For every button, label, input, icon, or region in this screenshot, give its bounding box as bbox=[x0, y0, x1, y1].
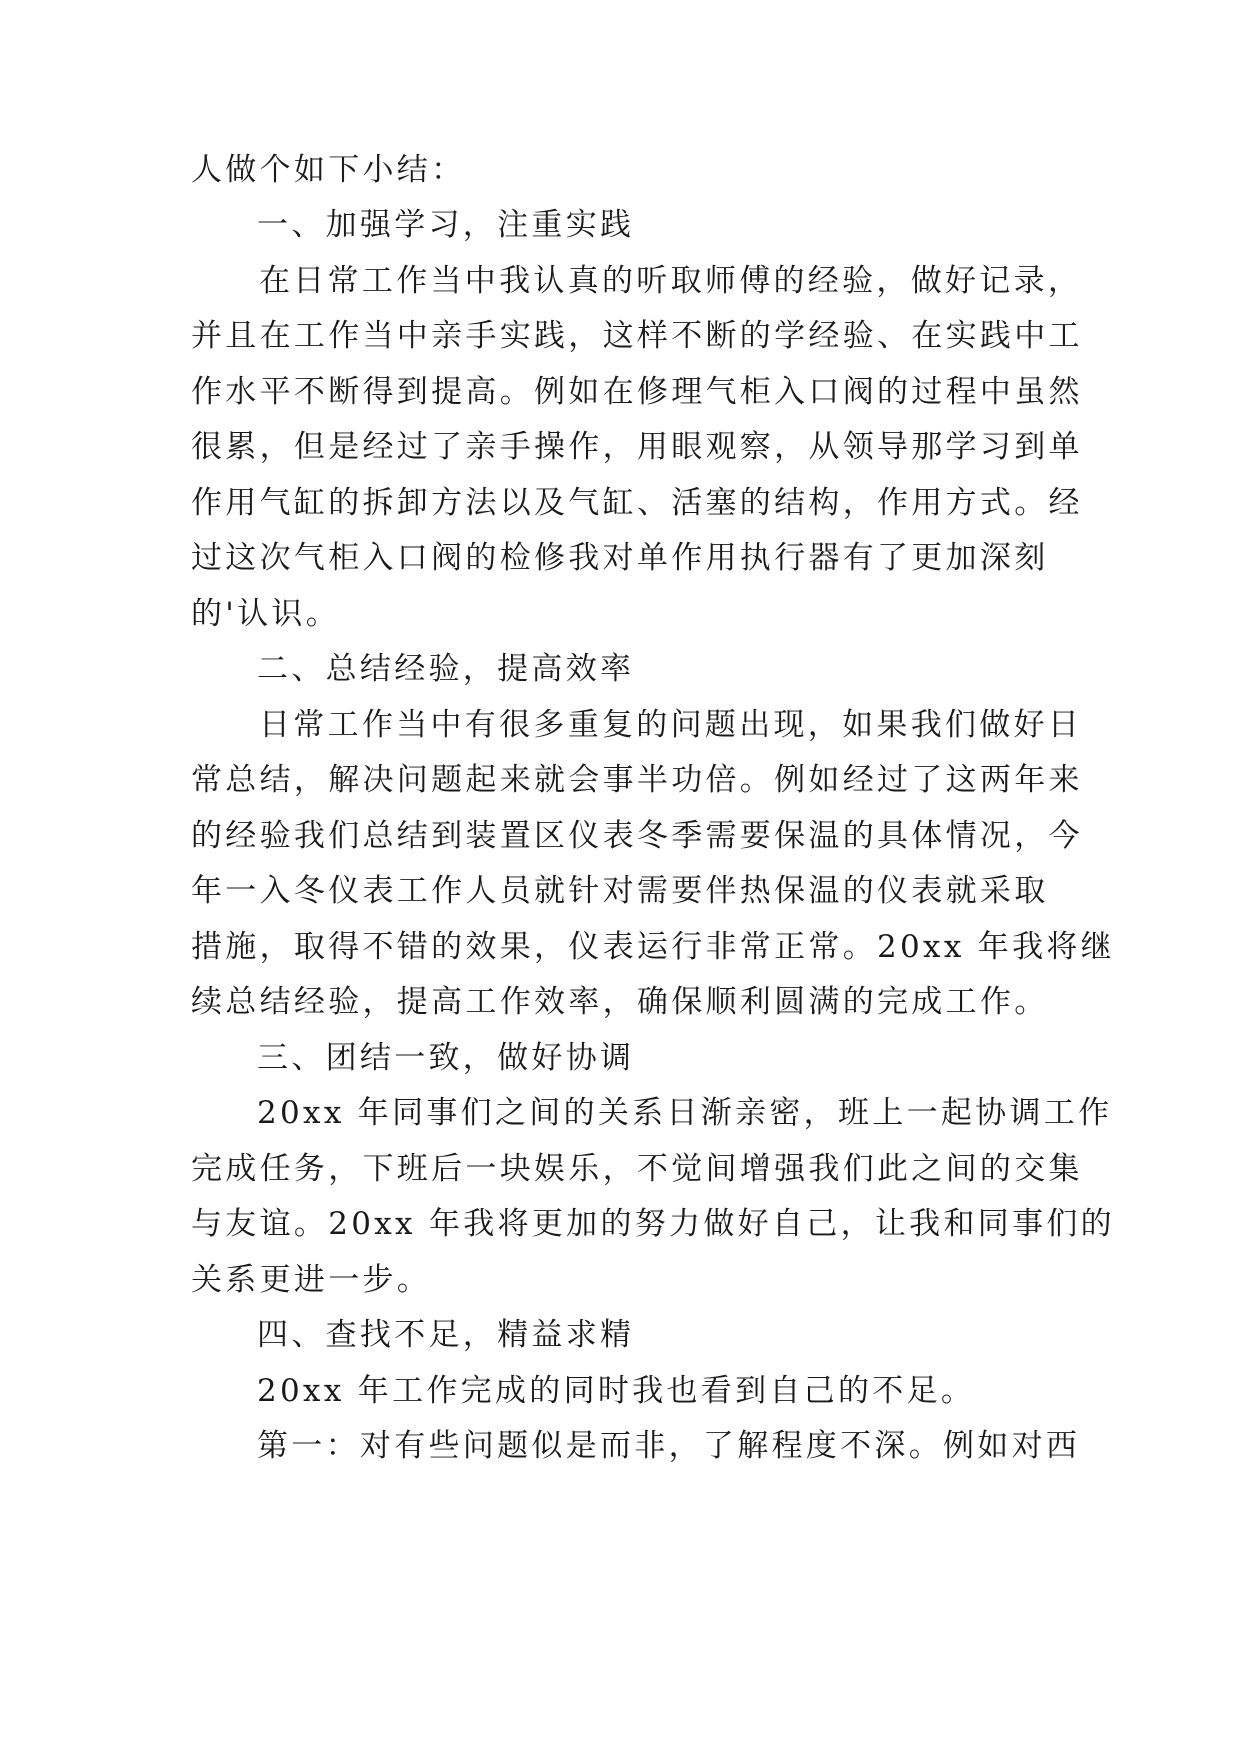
text-line: 作水平不断得到提高。例如在修理气柜入口阀的过程中虽然 bbox=[191, 374, 1083, 410]
text-line: 很累，但是经过了亲手操作，用眼观察，从领导那学习到单 bbox=[191, 429, 1083, 465]
text-line: 关系更进一步。 bbox=[191, 1262, 432, 1298]
section-heading: 四、查找不足，精益求精 bbox=[257, 1317, 635, 1353]
section-heading: 一、加强学习，注重实践 bbox=[257, 207, 635, 243]
text-line: 作用气缸的拆卸方法以及气缸、活塞的结构，作用方式。经 bbox=[191, 485, 1083, 521]
text-line: 完成任务，下班后一块娱乐，不觉间增强我们此之间的交集 bbox=[191, 1151, 1083, 1187]
text-line: 人做个如下小结： bbox=[191, 152, 466, 188]
text-line: 过这次气柜入口阀的检修我对单作用执行器有了更加深刻 bbox=[191, 540, 1049, 576]
text-line: 第一：对有些问题似是而非，了解程度不深。例如对西 bbox=[257, 1428, 1081, 1464]
text-line: 与友谊。20xx 年我将更加的努力做好自己，让我和同事们的 bbox=[191, 1206, 1115, 1242]
text-line: 在日常工作当中我认真的听取师傅的经验，做好记录， bbox=[259, 263, 1083, 299]
text-line: 年一入冬仪表工作人员就针对需要伴热保温的仪表就采取 bbox=[191, 873, 1049, 909]
text-line: 的'认识。 bbox=[191, 596, 341, 632]
text-line: 日常工作当中有很多重复的问题出现，如果我们做好日 bbox=[259, 707, 1083, 743]
text-line: 20xx 年同事们之间的关系日渐亲密，班上一起协调工作 bbox=[257, 1095, 1113, 1131]
section-heading: 三、团结一致，做好协调 bbox=[257, 1040, 635, 1076]
text-line: 措施，取得不错的效果，仪表运行非常正常。20xx 年我将继 bbox=[191, 929, 1115, 965]
text-line: 20xx 年工作完成的同时我也看到自己的不足。 bbox=[257, 1373, 976, 1409]
text-line: 续总结经验，提高工作效率，确保顺利圆满的完成工作。 bbox=[191, 984, 1049, 1020]
text-line: 并且在工作当中亲手实践，这样不断的学经验、在实践中工 bbox=[191, 318, 1083, 354]
text-line: 的经验我们总结到装置区仪表冬季需要保温的具体情况，今 bbox=[191, 818, 1083, 854]
section-heading: 二、总结经验，提高效率 bbox=[257, 651, 635, 687]
text-line: 常总结，解决问题起来就会事半功倍。例如经过了这两年来 bbox=[191, 762, 1083, 798]
